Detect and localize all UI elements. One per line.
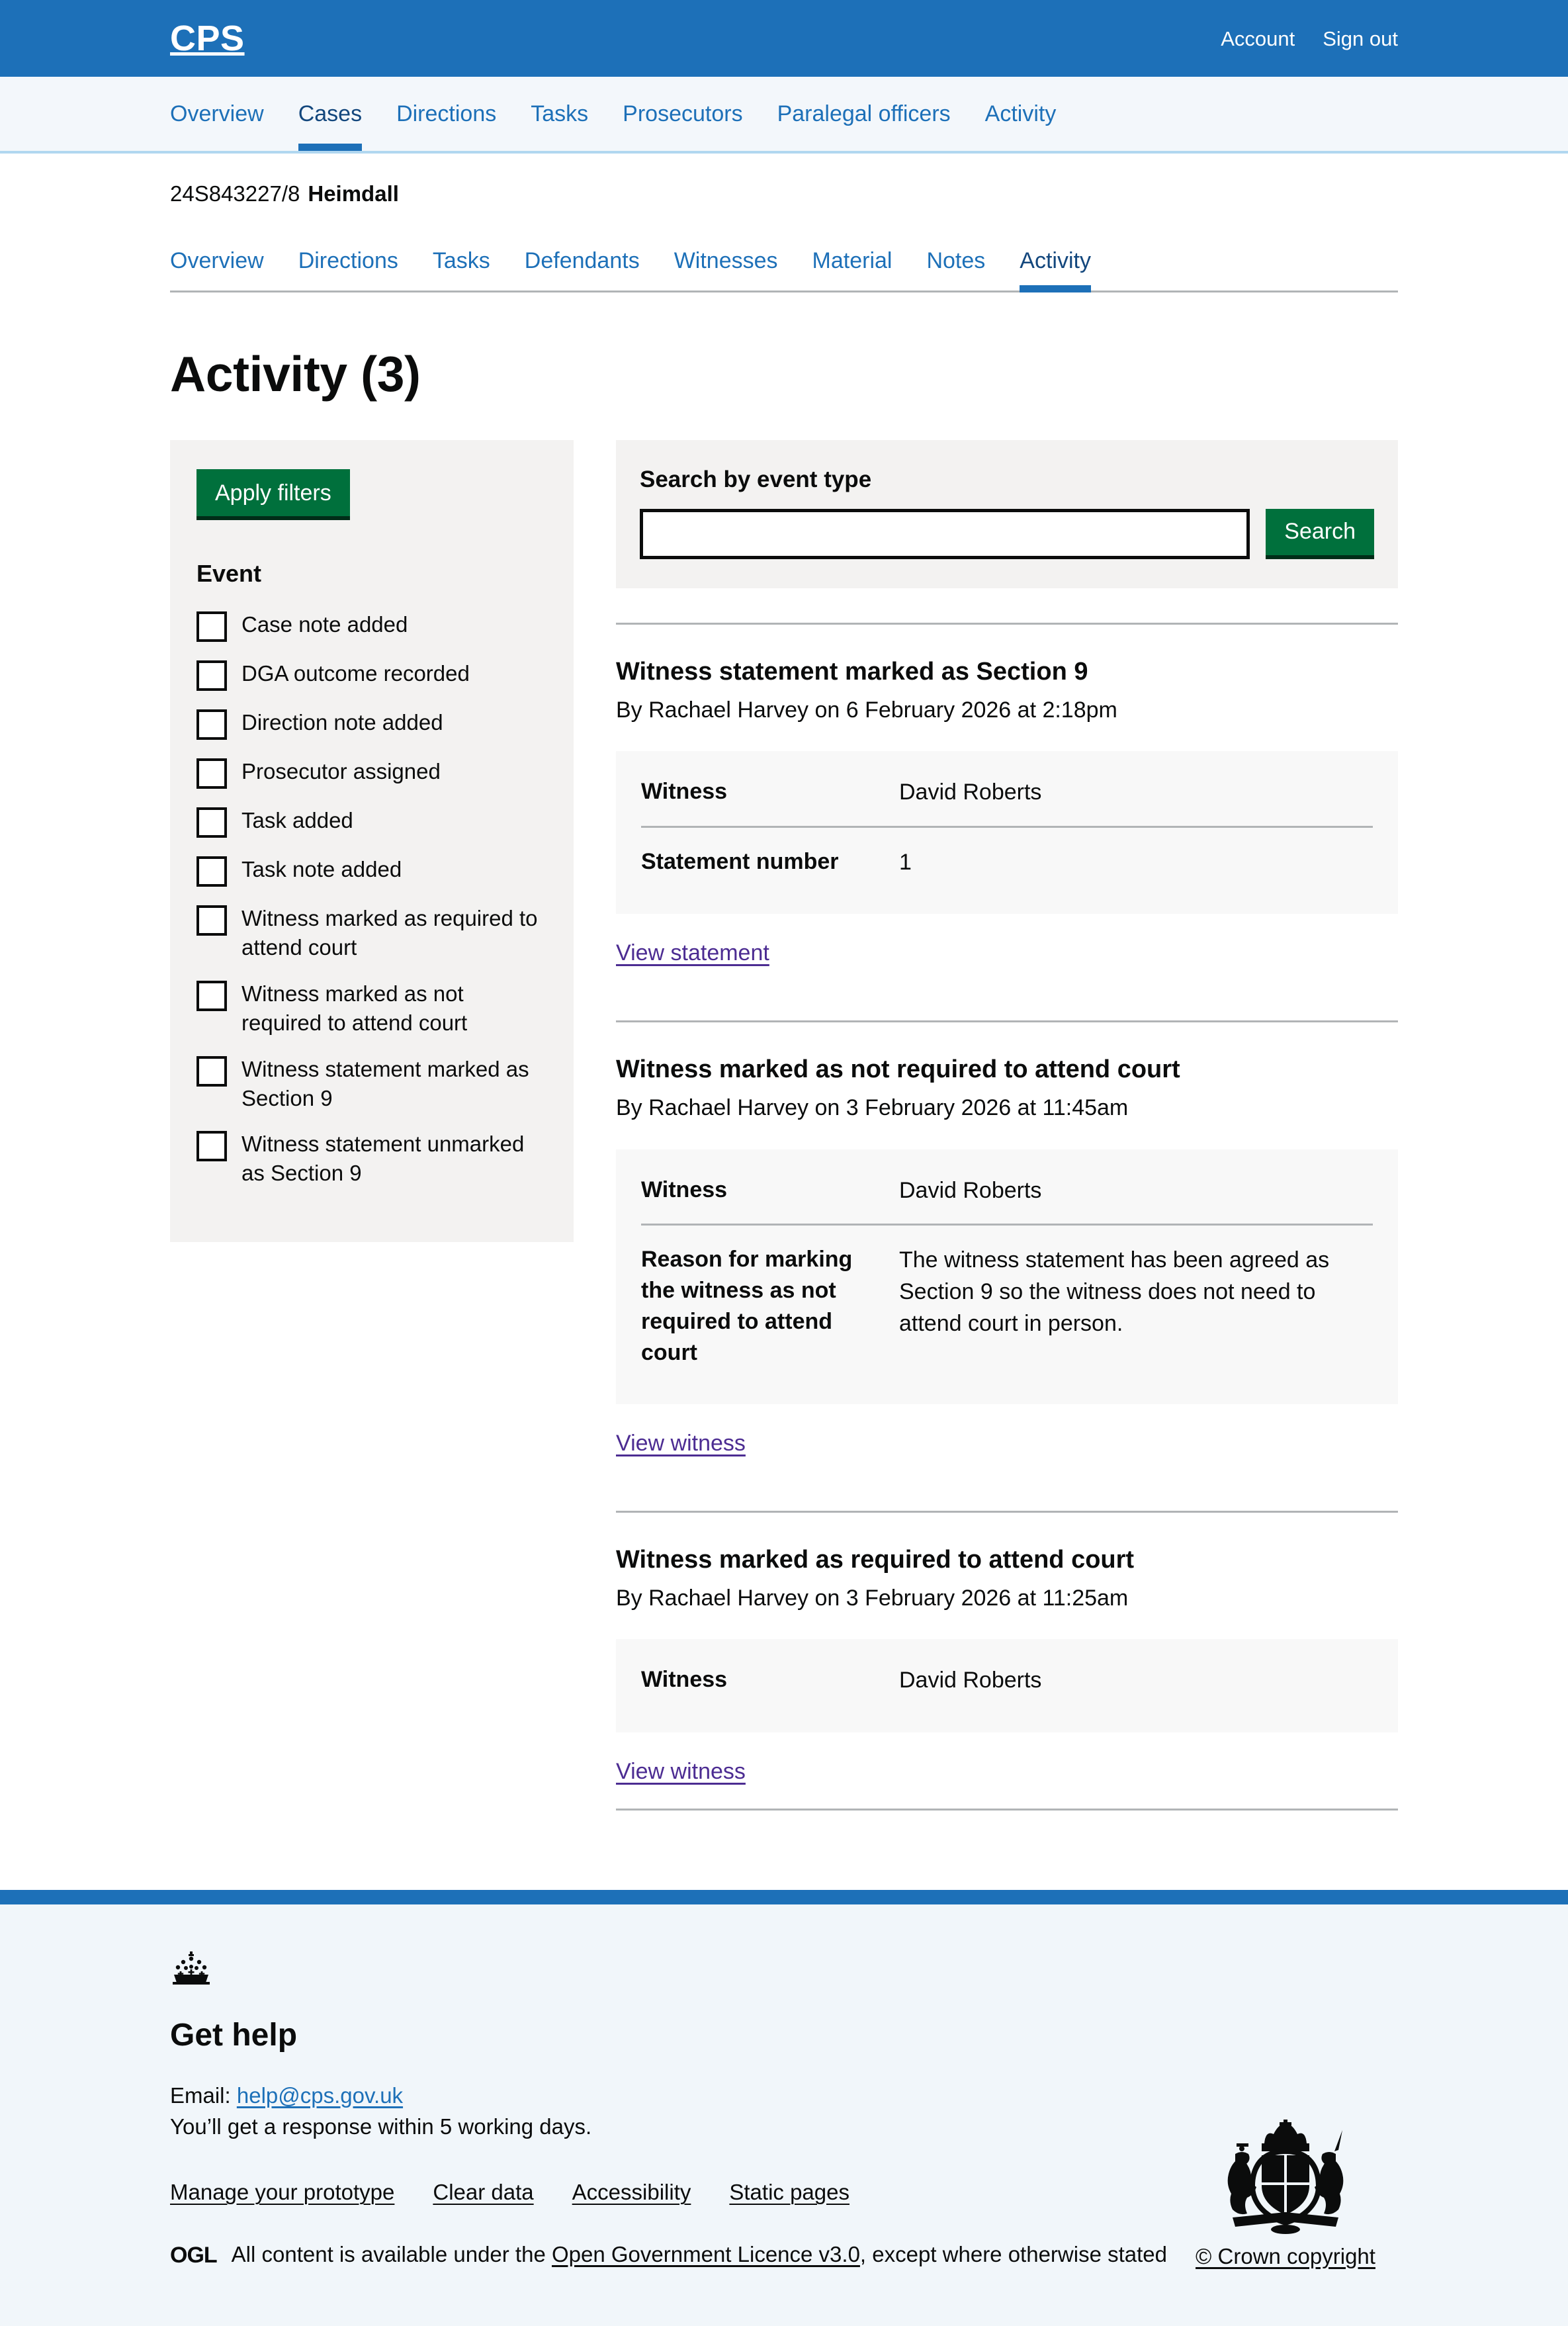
tab-notes[interactable]: Notes [909, 249, 1002, 291]
search-button[interactable]: Search [1266, 509, 1374, 559]
account-links [1221, 28, 1398, 49]
case-name: Heimdall [308, 181, 399, 206]
nav-item-tasks[interactable]: Tasks [513, 77, 605, 151]
nav-item-directions[interactable]: Directions [379, 77, 513, 151]
activity-entry-title: Witness statement marked as Section 9 [616, 656, 1398, 688]
filter-panel [170, 440, 574, 1242]
filter-legend: Event [196, 560, 547, 588]
summary-row [641, 1156, 1373, 1226]
nav-item-prosecutors[interactable]: Prosecutors [605, 77, 760, 151]
manage-prototype-link[interactable]: Manage your prototype [170, 2180, 394, 2205]
content-columns [170, 440, 1398, 1890]
activity-entry [616, 1511, 1398, 1809]
crown-copyright-link[interactable]: © Crown copyright [1196, 2244, 1375, 2268]
checkbox-task-added[interactable] [196, 806, 547, 838]
clear-data-link[interactable]: Clear data [433, 2180, 533, 2205]
summary-value: 1 [899, 846, 1373, 878]
static-pages-link[interactable]: Static pages [729, 2180, 849, 2205]
checkbox-label: Direction note added [241, 708, 443, 737]
crown-copyright-block [1173, 2117, 1398, 2269]
search-label: Search by event type [640, 467, 1374, 493]
nav-item-overview[interactable]: Overview [170, 77, 281, 151]
sign-out-link[interactable]: Sign out [1323, 28, 1398, 49]
checkbox-prosecutor-assigned[interactable] [196, 757, 547, 789]
view-witness-link[interactable]: View witness [616, 1431, 746, 1456]
checkbox-box-icon[interactable] [196, 905, 227, 936]
tab-witnesses[interactable]: Witnesses [657, 249, 795, 291]
checkbox-box-icon[interactable] [196, 709, 227, 740]
view-witness-link[interactable]: View witness [616, 1759, 746, 1785]
checkbox-dga-outcome-recorded[interactable] [196, 659, 547, 691]
checkbox-label: Witness marked as required to attend court [241, 904, 547, 962]
checkbox-witness-marked-required[interactable] [196, 904, 547, 962]
account-link[interactable]: Account [1221, 28, 1295, 49]
summary-row [641, 828, 1373, 895]
checkbox-label: Witness statement marked as Section 9 [241, 1055, 547, 1113]
search-input[interactable] [640, 509, 1250, 559]
site-footer [0, 1904, 1568, 2326]
nav-item-cases[interactable]: Cases [281, 77, 379, 151]
response-time-text: You’ll get a response within 5 working days. [170, 2114, 591, 2139]
activity-list [616, 623, 1398, 1811]
view-statement-link[interactable]: View statement [616, 940, 769, 966]
case-tabs [170, 226, 1398, 292]
checkbox-box-icon[interactable] [196, 856, 227, 887]
summary-row [641, 1226, 1373, 1386]
apply-filters-button[interactable]: Apply filters [196, 469, 350, 520]
summary-key: Witness [641, 1175, 899, 1206]
checkbox-statement-marked-section-9[interactable] [196, 1055, 547, 1113]
open-government-licence-link[interactable]: Open Government Licence v3.0 [552, 2242, 860, 2266]
activity-entry-title: Witness marked as required to attend court [616, 1544, 1398, 1576]
summary-row [641, 1646, 1373, 1713]
checkbox-box-icon[interactable] [196, 1131, 227, 1161]
nav-item-activity[interactable]: Activity [968, 77, 1074, 151]
footer-top-rule [0, 1890, 1568, 1904]
results-column [616, 440, 1398, 1811]
case-reference-line [170, 181, 1398, 206]
tab-overview[interactable]: Overview [170, 249, 281, 291]
summary-value: David Roberts [899, 1664, 1373, 1696]
checkbox-box-icon[interactable] [196, 660, 227, 691]
search-panel [616, 440, 1398, 588]
checkbox-witness-marked-not-required[interactable] [196, 979, 547, 1038]
tab-material[interactable]: Material [795, 249, 910, 291]
summary-row [641, 758, 1373, 827]
checkbox-task-note-added[interactable] [196, 855, 547, 887]
main-content [149, 154, 1419, 1890]
activity-summary-card [616, 1149, 1398, 1404]
footer-heading: Get help [170, 2017, 1398, 2053]
summary-key: Witness [641, 1664, 899, 1695]
licence-suffix: , except where otherwise stated [860, 2242, 1167, 2266]
case-strip [170, 154, 1398, 226]
filters-sidebar [170, 440, 574, 1242]
activity-entry-title: Witness marked as not required to attend court [616, 1054, 1398, 1086]
tab-tasks[interactable]: Tasks [415, 249, 507, 291]
royal-coat-of-arms-icon [1213, 2117, 1358, 2236]
checkbox-label: Witness marked as not required to attend court [241, 979, 547, 1038]
case-reference: 24S843227/8 [170, 181, 300, 206]
licence-text [232, 2241, 1167, 2269]
help-email-link[interactable]: help@cps.gov.uk [237, 2083, 403, 2108]
checkbox-direction-note-added[interactable] [196, 708, 547, 740]
summary-value: David Roberts [899, 776, 1373, 808]
tab-defendants[interactable]: Defendants [507, 249, 657, 291]
tab-directions[interactable]: Directions [281, 249, 415, 291]
event-checkbox-list [196, 610, 547, 1188]
checkbox-label: Prosecutor assigned [241, 757, 441, 786]
checkbox-label: Task added [241, 806, 353, 835]
accessibility-link[interactable]: Accessibility [572, 2180, 691, 2205]
summary-value: The witness statement has been agreed as Section 9 so the witness does not need to attend court in person. [899, 1244, 1373, 1340]
summary-key: Reason for marking the witness as not required to attend court [641, 1244, 899, 1368]
primary-navigation [0, 77, 1568, 154]
checkbox-box-icon[interactable] [196, 807, 227, 838]
summary-value: David Roberts [899, 1175, 1373, 1206]
activity-entry-meta: By Rachael Harvey on 3 February 2026 at 11:25am [616, 1584, 1398, 1613]
search-row [640, 509, 1374, 559]
activity-summary-card [616, 1639, 1398, 1732]
checkbox-case-note-added[interactable] [196, 610, 547, 642]
activity-summary-card [616, 751, 1398, 914]
checkbox-box-icon[interactable] [196, 981, 227, 1011]
cps-logo[interactable]: CPS [170, 21, 245, 56]
checkbox-label: Case note added [241, 610, 408, 639]
crown-icon [170, 1951, 212, 1985]
licence-prefix: All content is available under the [232, 2242, 552, 2266]
tab-activity[interactable]: Activity [1002, 249, 1108, 291]
checkbox-statement-unmarked-section-9[interactable] [196, 1130, 547, 1188]
site-masthead [0, 0, 1568, 77]
email-prefix: Email: [170, 2083, 237, 2108]
activity-list-end-rule [616, 1809, 1398, 1811]
activity-entry-meta: By Rachael Harvey on 3 February 2026 at 11:45am [616, 1093, 1398, 1122]
checkbox-box-icon[interactable] [196, 1056, 227, 1087]
activity-entry-meta: By Rachael Harvey on 6 February 2026 at 2:18pm [616, 695, 1398, 725]
checkbox-box-icon[interactable] [196, 611, 227, 642]
nav-item-paralegal-officers[interactable]: Paralegal officers [760, 77, 968, 151]
checkbox-label: DGA outcome recorded [241, 659, 470, 688]
checkbox-box-icon[interactable] [196, 758, 227, 789]
checkbox-label: Witness statement unmarked as Section 9 [241, 1130, 547, 1188]
activity-entry [616, 1020, 1398, 1480]
summary-key: Witness [641, 776, 899, 807]
ogl-logo-icon: OGL [170, 2244, 217, 2266]
checkbox-label: Task note added [241, 855, 402, 884]
activity-entry [616, 623, 1398, 990]
page-title: Activity (3) [170, 348, 1398, 400]
summary-key: Statement number [641, 846, 899, 877]
